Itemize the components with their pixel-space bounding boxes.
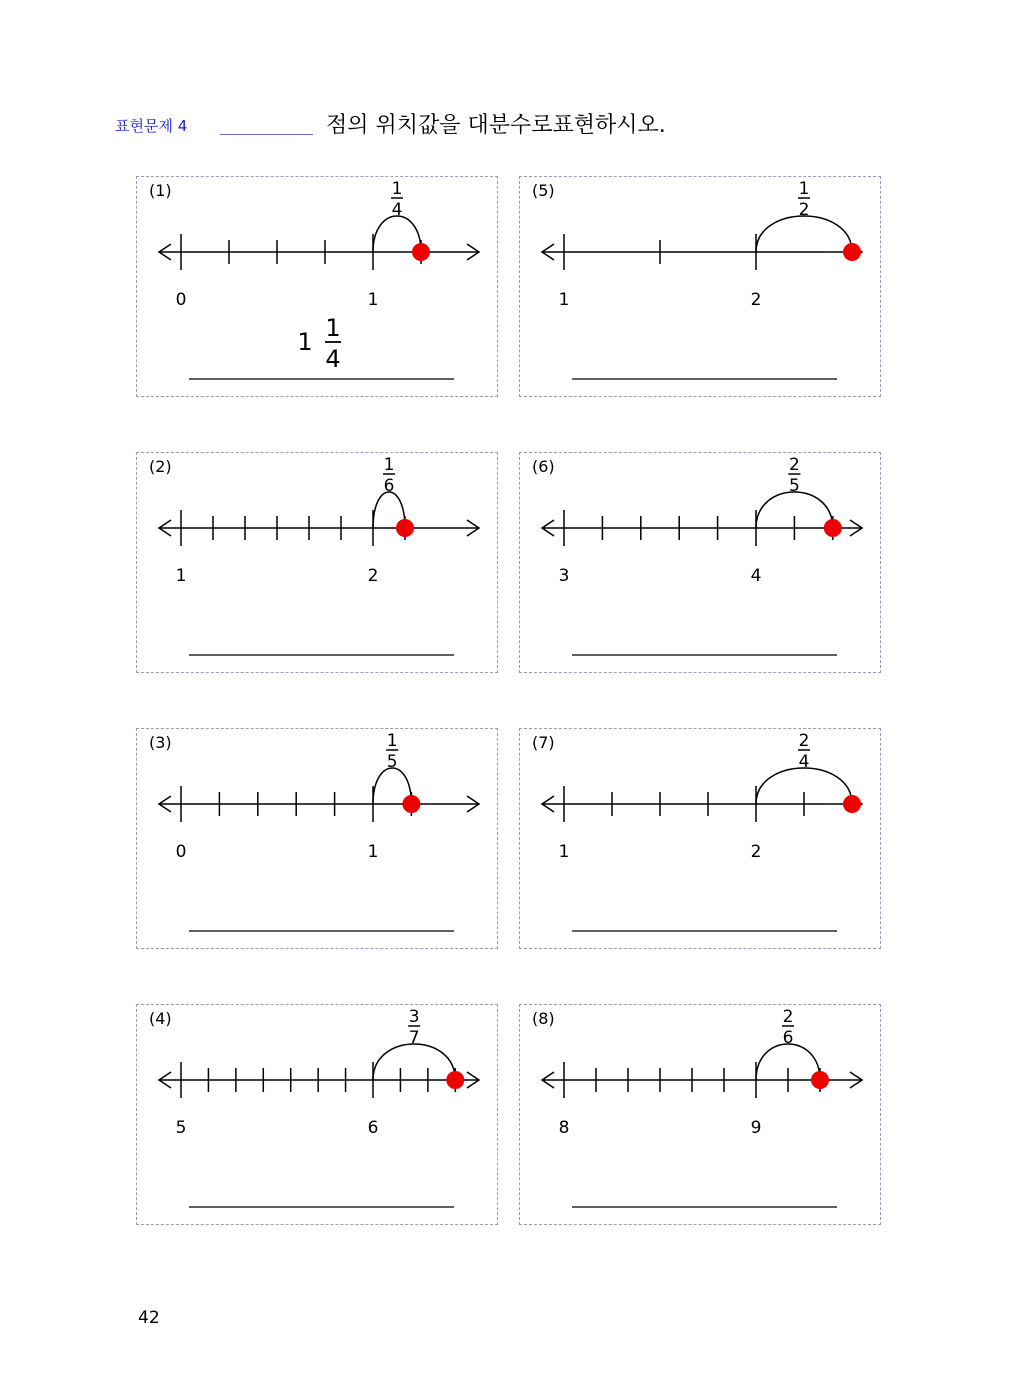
end-tick-label: 2 [750, 290, 762, 310]
arc-fraction-numerator: 1 [383, 455, 395, 475]
problem-4 [136, 1004, 498, 1225]
start-tick-label: 1 [175, 566, 187, 586]
end-tick-label: 9 [750, 1118, 762, 1138]
distance-arc [373, 1044, 455, 1080]
distance-arc [756, 216, 852, 252]
problem-6 [519, 452, 881, 673]
page-number: 42 [138, 1308, 160, 1328]
arc-fraction-denominator: 5 [788, 476, 800, 496]
point-marker [843, 795, 861, 813]
point-marker [811, 1071, 829, 1089]
start-tick-label: 3 [558, 566, 570, 586]
number-line-figure [520, 1005, 882, 1226]
arc-fraction-denominator: 4 [391, 200, 403, 220]
problem-2 [136, 452, 498, 673]
arc-fraction-denominator: 6 [383, 476, 395, 496]
point-marker [396, 519, 414, 537]
number-line-figure [137, 729, 499, 950]
point-marker [446, 1071, 464, 1089]
arc-fraction-numerator: 1 [391, 179, 403, 199]
start-tick-label: 8 [558, 1118, 570, 1138]
answer-whole: 1 [297, 328, 313, 356]
point-marker [824, 519, 842, 537]
number-line-figure [520, 729, 882, 950]
distance-arc [373, 216, 421, 252]
problem-number: (4) [149, 1009, 172, 1028]
problem-1 [136, 176, 498, 397]
arc-fraction-denominator: 6 [782, 1028, 794, 1048]
problem-5 [519, 176, 881, 397]
problem-number: (8) [532, 1009, 555, 1028]
number-line-figure [137, 1005, 499, 1226]
start-tick-label: 1 [558, 290, 570, 310]
problem-number: (5) [532, 181, 555, 200]
answer-denominator: 4 [325, 345, 341, 373]
arc-fraction-numerator: 1 [386, 731, 398, 751]
problem-8 [519, 1004, 881, 1225]
end-tick-label: 2 [367, 566, 379, 586]
arc-fraction-numerator: 1 [798, 179, 810, 199]
number-line-figure [137, 453, 499, 674]
point-marker [402, 795, 420, 813]
end-tick-label: 1 [367, 842, 379, 862]
number-line-figure [520, 177, 882, 398]
instruction-text: 점의 위치값을 대분수로표현하시오. [326, 113, 666, 138]
problem-number: (7) [532, 733, 555, 752]
arc-fraction-denominator: 4 [798, 752, 810, 772]
problem-number: (6) [532, 457, 555, 476]
end-tick-label: 6 [367, 1118, 379, 1138]
number-line-figure [137, 177, 499, 398]
end-tick-label: 1 [367, 290, 379, 310]
problem-number: (1) [149, 181, 172, 200]
arc-fraction-denominator: 2 [798, 200, 810, 220]
arc-fraction-numerator: 2 [788, 455, 800, 475]
number-line-figure [520, 453, 882, 674]
arc-fraction-numerator: 2 [798, 731, 810, 751]
problem-number: (3) [149, 733, 172, 752]
problem-number: (2) [149, 457, 172, 476]
end-tick-label: 2 [750, 842, 762, 862]
arc-fraction-denominator: 5 [386, 752, 398, 772]
end-tick-label: 4 [750, 566, 762, 586]
point-marker [843, 243, 861, 261]
problem-3 [136, 728, 498, 949]
problem-set-label: 표현문제 4 [115, 117, 188, 135]
answer-numerator: 1 [325, 314, 341, 342]
start-tick-label: 1 [558, 842, 570, 862]
point-marker [412, 243, 430, 261]
start-tick-label: 0 [175, 842, 187, 862]
arc-fraction-denominator: 7 [408, 1028, 420, 1048]
name-blank-line[interactable] [220, 134, 313, 135]
start-tick-label: 5 [175, 1118, 187, 1138]
arc-fraction-numerator: 2 [782, 1007, 794, 1027]
start-tick-label: 0 [175, 290, 187, 310]
problem-7 [519, 728, 881, 949]
arc-fraction-numerator: 3 [408, 1007, 420, 1027]
